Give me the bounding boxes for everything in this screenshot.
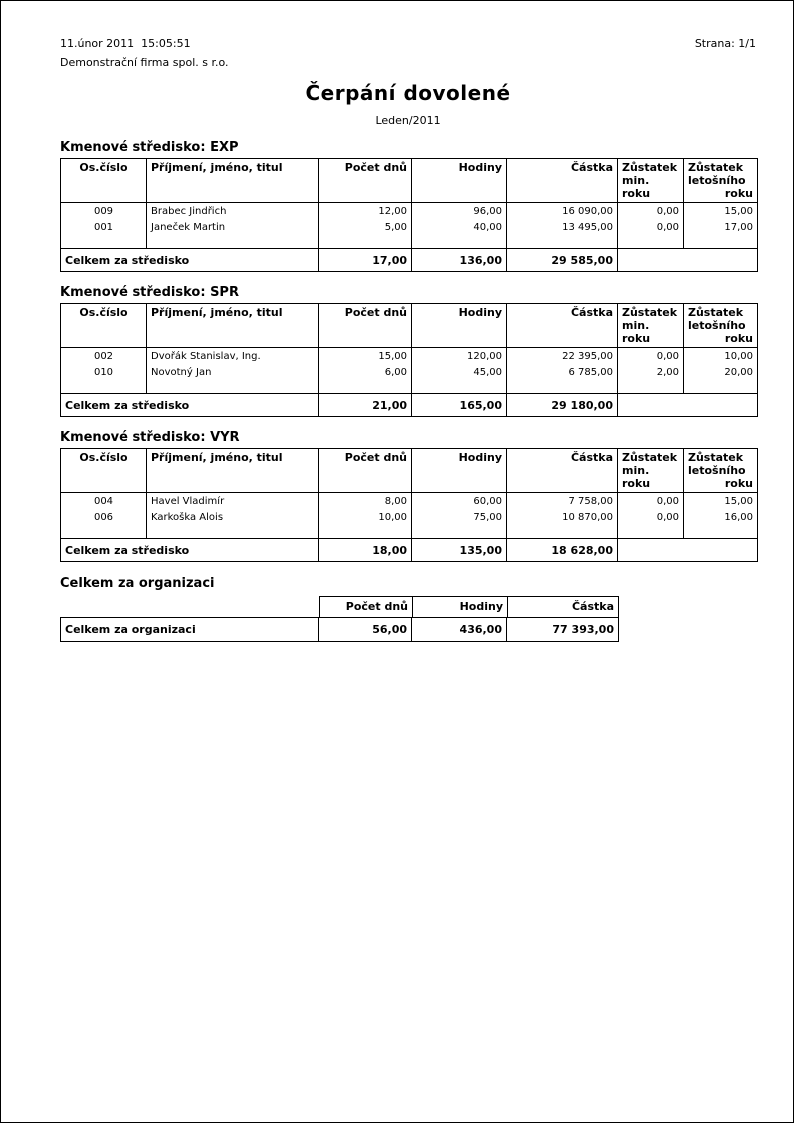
cell-remainder-min-year: 0,00: [618, 493, 684, 509]
cell-name: Janeček Martin: [147, 219, 319, 235]
spacer-cell: [507, 235, 618, 248]
cell-hours: 120,00: [412, 348, 507, 364]
header-line: Zůstatek: [688, 306, 744, 319]
col-header-remainder-min-year: [618, 449, 684, 492]
col-header-name: Příjmení, jméno, titul: [147, 159, 319, 202]
col-header-amount: Částka: [507, 159, 618, 202]
header-line: min. roku: [622, 464, 651, 490]
cell-days: 10,00: [319, 509, 412, 525]
spacer-cell: [61, 525, 147, 538]
total-label: Celkem za středisko: [61, 394, 319, 416]
total-label: Celkem za středisko: [61, 249, 319, 271]
department-table: [60, 448, 758, 562]
cell-remainder-current-year: 15,00: [724, 496, 753, 507]
spacer-cell: [618, 525, 684, 538]
cell-name: Karkoška Alois: [147, 509, 319, 525]
cell-amount: 13 495,00: [507, 219, 618, 235]
cell-os-cislo: 002: [61, 348, 147, 364]
page-number: Strana: 1/1: [694, 37, 756, 50]
header-line: Zůstatek: [622, 306, 678, 319]
cell-name: Havel Vladimír: [147, 493, 319, 509]
spacer-cell: [684, 525, 757, 538]
total-amount: 29 180,00: [507, 394, 618, 416]
spacer-cell: [507, 380, 618, 393]
col-header-name: Příjmení, jméno, titul: [147, 304, 319, 347]
col-header-amount: Částka: [507, 304, 618, 347]
department-table: [60, 303, 758, 417]
table-spacer-row: [61, 380, 757, 393]
total-days: 21,00: [319, 394, 412, 416]
spacer-cell: [618, 380, 684, 393]
header-line: roku: [724, 187, 753, 200]
col-header-amount: Částka: [508, 596, 619, 617]
cell-remainder-min-year: 0,00: [618, 509, 684, 525]
header-line: min. roku: [622, 174, 651, 200]
table-row: [61, 509, 757, 525]
spacer-cell: [147, 235, 319, 248]
cell-os-cislo: 009: [61, 203, 147, 219]
cell-remainder-current-year: 15,00: [724, 206, 753, 217]
header-line: letošního: [688, 464, 746, 477]
table-spacer-row: [61, 235, 757, 248]
col-header-os-cislo: Os.číslo: [61, 304, 147, 347]
total-empty-cell: [618, 539, 757, 561]
department-section-vyr: [60, 430, 758, 562]
cell-days: 8,00: [319, 493, 412, 509]
cell-os-cislo: 006: [61, 509, 147, 525]
spacer-cell: [319, 235, 412, 248]
spacer-cell: [507, 525, 618, 538]
cell-name: Novotný Jan: [147, 364, 319, 380]
cell-remainder-min-year: 0,00: [618, 348, 684, 364]
cell-os-cislo: 001: [61, 219, 147, 235]
cell-remainder-min-year: 0,00: [618, 203, 684, 219]
total-days: 18,00: [319, 539, 412, 561]
col-header-days: Počet dnů: [319, 159, 412, 202]
cell-amount: 10 870,00: [507, 509, 618, 525]
col-header-hours: Hodiny: [412, 449, 507, 492]
section-title: Kmenové středisko: SPR: [60, 285, 239, 300]
header-line: Zůstatek: [622, 451, 678, 464]
cell-days: 6,00: [319, 364, 412, 380]
header-line: Zůstatek: [622, 161, 678, 174]
total-empty-cell: [618, 394, 757, 416]
header-line: letošního: [688, 319, 746, 332]
spacer-cell: [412, 525, 507, 538]
organization-heading: Celkem za organizaci: [60, 576, 215, 591]
organization-total-days: 56,00: [319, 618, 412, 641]
total-empty-cell: [618, 249, 757, 271]
cell-remainder-current-year: 10,00: [724, 351, 753, 362]
header-line: Zůstatek: [688, 451, 744, 464]
spacer-cell: [412, 380, 507, 393]
table-total-row: [61, 538, 757, 561]
col-header-remainder-current-year: [684, 304, 757, 347]
col-header-days: Počet dnů: [319, 304, 412, 347]
report-meta-row: [60, 37, 756, 50]
total-hours: 136,00: [412, 249, 507, 271]
section-title: Kmenové středisko: VYR: [60, 430, 240, 445]
department-section-spr: [60, 285, 758, 417]
report-content: [1, 1, 758, 642]
table-spacer-row: [61, 525, 757, 538]
table-header-row: [61, 159, 757, 203]
table-row: [61, 219, 757, 235]
header-line: letošního: [688, 174, 746, 187]
cell-name: Brabec Jindřich: [147, 203, 319, 219]
total-amount: 18 628,00: [507, 539, 618, 561]
table-row: [61, 348, 757, 364]
total-amount: 29 585,00: [507, 249, 618, 271]
total-hours: 135,00: [412, 539, 507, 561]
organization-header-row: [60, 596, 758, 617]
report-period: Leden/2011: [375, 114, 441, 127]
spacer-cell: [61, 380, 147, 393]
table-header-row: [61, 304, 757, 348]
col-header-remainder-current-year: [684, 159, 757, 202]
col-header-hours: Hodiny: [412, 304, 507, 347]
cell-hours: 60,00: [412, 493, 507, 509]
cell-hours: 75,00: [412, 509, 507, 525]
cell-hours: 40,00: [412, 219, 507, 235]
spacer-cell: [684, 235, 757, 248]
spacer-cell: [319, 525, 412, 538]
report-title: Čerpání dovolené: [305, 81, 511, 105]
table-total-row: [61, 393, 757, 416]
table-header-row: [61, 449, 757, 493]
col-header-remainder-min-year: [618, 304, 684, 347]
cell-amount: 22 395,00: [507, 348, 618, 364]
cell-remainder-current-year: 17,00: [724, 222, 753, 233]
table-row: [61, 493, 757, 509]
total-label: Celkem za středisko: [61, 539, 319, 561]
organization-total-label: Celkem za organizaci: [61, 618, 319, 641]
col-header-days: Počet dnů: [319, 449, 412, 492]
col-header-remainder-min-year: [618, 159, 684, 202]
table-row: [61, 364, 757, 380]
organization-total-amount: 77 393,00: [552, 623, 614, 636]
spacer-cell: [684, 380, 757, 393]
spacer-cell: [147, 525, 319, 538]
cell-amount: 6 785,00: [507, 364, 618, 380]
cell-days: 5,00: [319, 219, 412, 235]
col-header-days: Počet dnů: [319, 596, 413, 617]
cell-name: Dvořák Stanislav, Ing.: [147, 348, 319, 364]
department-table: [60, 158, 758, 272]
spacer-cell: [618, 235, 684, 248]
header-line: roku: [724, 332, 753, 345]
cell-hours: 45,00: [412, 364, 507, 380]
table-row: [61, 203, 757, 219]
spacer-cell: [147, 380, 319, 393]
organization-total-hours: 436,00: [412, 618, 507, 641]
header-line: Zůstatek: [688, 161, 744, 174]
col-header-hours: Hodiny: [412, 159, 507, 202]
col-header-os-cislo: Os.číslo: [61, 449, 147, 492]
cell-days: 12,00: [319, 203, 412, 219]
header-line: roku: [724, 477, 753, 490]
spacer-cell: [412, 235, 507, 248]
company-name: Demonstrační firma spol. s r.o.: [60, 56, 229, 69]
spacer-cell: [319, 380, 412, 393]
section-title: Kmenové středisko: EXP: [60, 140, 239, 155]
cell-hours: 96,00: [412, 203, 507, 219]
cell-amount: 7 758,00: [507, 493, 618, 509]
spacer-cell: [61, 235, 147, 248]
cell-remainder-min-year: 0,00: [618, 219, 684, 235]
total-days: 17,00: [319, 249, 412, 271]
organization-total-section: [60, 576, 758, 642]
cell-os-cislo: 010: [61, 364, 147, 380]
cell-os-cislo: 004: [61, 493, 147, 509]
organization-total-row: [60, 617, 619, 642]
department-section-exp: [60, 140, 758, 272]
col-header-hours: Hodiny: [413, 596, 508, 617]
cell-remainder-current-year: 16,00: [724, 512, 753, 523]
total-hours: 165,00: [412, 394, 507, 416]
cell-remainder-current-year: 20,00: [724, 367, 753, 378]
col-header-remainder-current-year: [684, 449, 757, 492]
col-header-amount: Částka: [507, 449, 618, 492]
col-header-name: Příjmení, jméno, titul: [147, 449, 319, 492]
cell-remainder-min-year: 2,00: [618, 364, 684, 380]
header-line: min. roku: [622, 319, 651, 345]
cell-amount: 16 090,00: [507, 203, 618, 219]
report-datetime: 11.únor 2011 15:05:51: [60, 37, 191, 50]
cell-days: 15,00: [319, 348, 412, 364]
organization-header-spacer: [60, 596, 319, 617]
col-header-os-cislo: Os.číslo: [61, 159, 147, 202]
table-total-row: [61, 248, 757, 271]
